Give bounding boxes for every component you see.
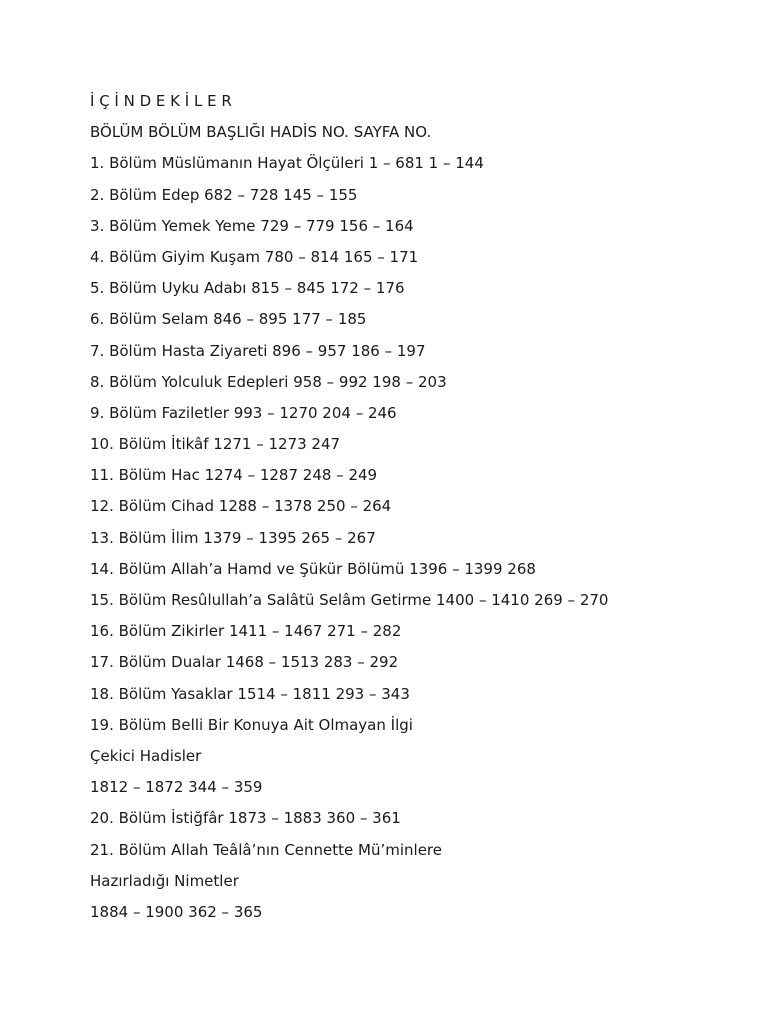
toc-line: 8. Bölüm Yolculuk Edepleri 958 – 992 198 – 203 — [90, 372, 447, 391]
toc-column-headers: BÖLÜM BÖLÜM BAŞLIĞI HADİS NO. SAYFA NO. — [90, 123, 432, 142]
toc-line: 12. Bölüm Cihad 1288 – 1378 250 – 264 — [90, 497, 392, 516]
toc-line: 5. Bölüm Uyku Adabı 815 – 845 172 – 176 — [90, 279, 405, 298]
toc-line: 1. Bölüm Müslümanın Hayat Ölçüleri 1 – 681 1 – 144 — [90, 154, 484, 173]
toc-line: 11. Bölüm Hac 1274 – 1287 248 – 249 — [90, 466, 378, 485]
toc-line: 4. Bölüm Giyim Kuşam 780 – 814 165 – 171 — [90, 247, 419, 266]
toc-title: İ Ç İ N D E K İ L E R — [90, 92, 232, 110]
toc-line: 7. Bölüm Hasta Ziyareti 896 – 957 186 – 197 — [90, 341, 426, 360]
toc-line: 18. Bölüm Yasaklar 1514 – 1811 293 – 343 — [90, 684, 410, 703]
toc-line: 19. Bölüm Belli Bir Konuya Ait Olmayan İlgi — [90, 715, 413, 734]
toc-line: 14. Bölüm Allah’a Hamd ve Şükür Bölümü 1396 – 1399 268 — [90, 559, 536, 578]
toc-line: 2. Bölüm Edep 682 – 728 145 – 155 — [90, 185, 358, 204]
toc-line: Hazırladığı Nimetler — [90, 871, 239, 890]
toc-line: 3. Bölüm Yemek Yeme 729 – 779 156 – 164 — [90, 216, 414, 235]
toc-line: 16. Bölüm Zikirler 1411 – 1467 271 – 282 — [90, 622, 402, 641]
toc-line: 1812 – 1872 344 – 359 — [90, 778, 263, 797]
toc-line: 6. Bölüm Selam 846 – 895 177 – 185 — [90, 310, 367, 329]
toc-line: 1884 – 1900 362 – 365 — [90, 902, 263, 921]
toc-line: 9. Bölüm Faziletler 993 – 1270 204 – 246 — [90, 403, 397, 422]
toc-line: Çekici Hadisler — [90, 746, 202, 765]
toc-line: 21. Bölüm Allah Teâlâ’nın Cennette Mü’minlere — [90, 840, 442, 859]
document-page — [90, 88, 730, 930]
toc-line: 20. Bölüm İstiğfâr 1873 – 1883 360 – 361 — [90, 809, 401, 828]
toc-line: 10. Bölüm İtikâf 1271 – 1273 247 — [90, 435, 341, 454]
toc-line: 15. Bölüm Resûlullah’a Salâtü Selâm Getirme 1400 – 1410 269 – 270 — [90, 591, 609, 609]
toc-line: 13. Bölüm İlim 1379 – 1395 265 – 267 — [90, 528, 376, 547]
toc-line: 17. Bölüm Dualar 1468 – 1513 283 – 292 — [90, 653, 399, 672]
